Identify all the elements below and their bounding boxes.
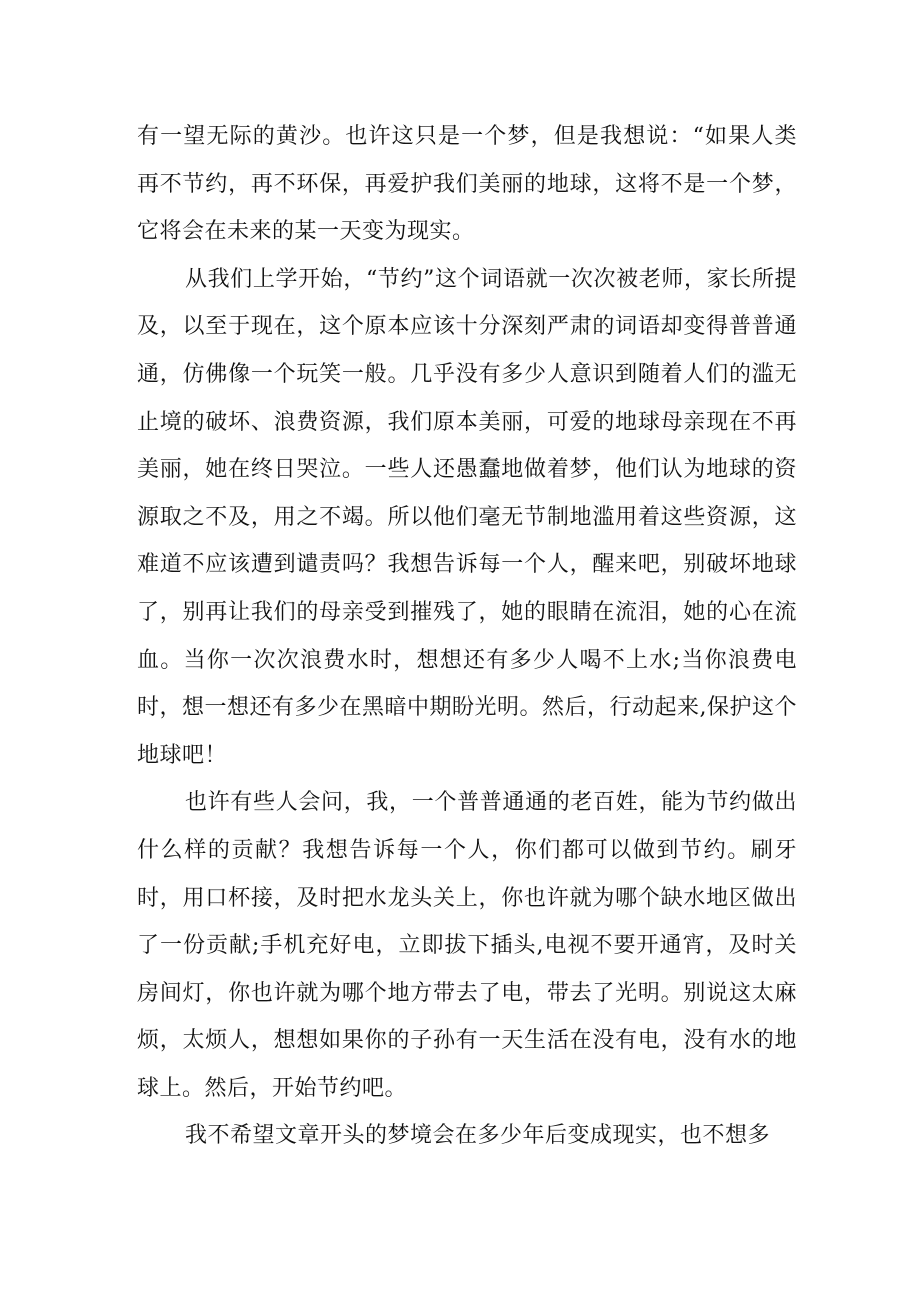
- paragraph-3: 也许有些人会问，我，一个普普通通的老百姓，能为节约做出什么样的贡献？我想告诉每一个人，你们都可以做到节约。刷牙时，用口杯接，及时把水龙头关上，你也许就为哪个缺水地区做出了一份贡献;手机充好电，立即拔下插头,电视不要开通宵，及时关房间灯，你也许就为哪个地方带去了电，带去了光明。别说这太麻烦，太烦人，想想如果你的子孙有一天生活在没有电，没有水的地球上。然后，开始节约吧。: [137, 790, 797, 1101]
- paragraph-4: 我不希望文章开头的梦境会在多少年后变成现实，也不想多: [185, 1123, 771, 1149]
- paragraph-1: 有一望无际的黄沙。也许这只是一个梦，但是我想说：“如果人类再不节约，再不环保，再爱护我们美丽的地球，这将不是一个梦，它将会在未来的某一天变为现实。: [137, 124, 797, 245]
- paragraph-2: 从我们上学开始，“节约”这个词语就一次次被老师，家长所提及，以至于现在，这个原本应该十分深刻严肃的词语却变得普普通通，仿佛像一个玩笑一般。几乎没有多少人意识到随着人们的滥无止境的破坏、浪费资源，我们原本美丽，可爱的地球母亲现在不再美丽，她在终日哭泣。一些人还愚蠢地做着梦，他们认为地球的资源取之不及，用之不竭。所以他们毫无节制地滥用着这些资源，这难道不应该遭到谴责吗？我想告诉每一个人，醒来吧，别破坏地球了，别再让我们的母亲受到摧残了，她的眼睛在流泪，她的心在流血。当你一次次浪费水时，想想还有多少人喝不上水;当你浪费电时，想一想还有多少在黑暗中期盼光明。然后，行动起来,保护这个地球吧！: [137, 266, 797, 768]
- article-body: [137, 113, 797, 1160]
